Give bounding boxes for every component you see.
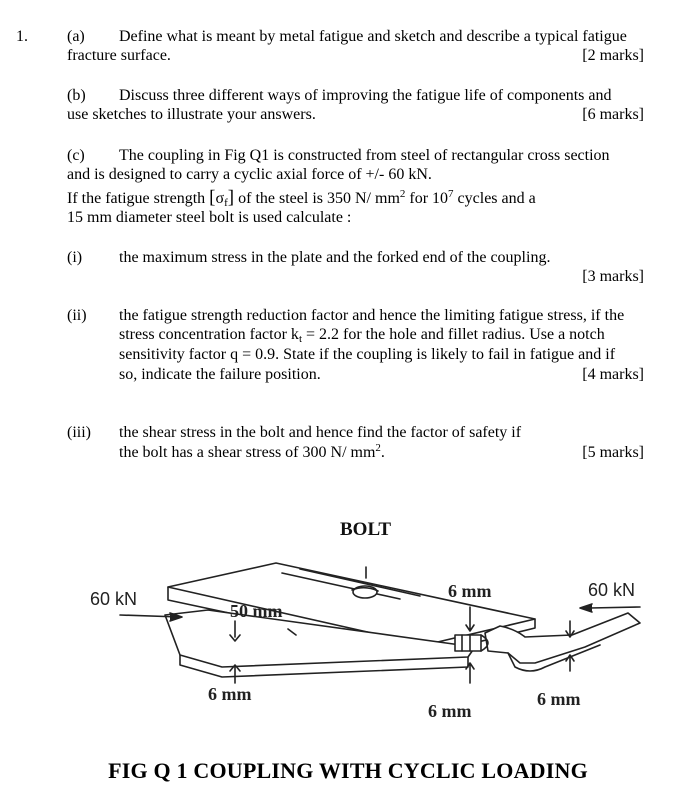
figure-caption: FIG Q 1 COUPLING WITH CYCLIC LOADING: [108, 758, 588, 783]
part-c-line3-sup2: 7: [448, 188, 454, 200]
part-ii-line2: [119, 325, 605, 346]
part-b-line1: Discuss three different ways of improving the fatigue life of components and: [119, 87, 612, 104]
bolt-label: BOLT: [340, 519, 392, 540]
bolt-end: [455, 635, 481, 651]
part-i-label: (i): [67, 249, 83, 266]
part-c-line3-mid: of the steel is 350 N/ mm: [238, 190, 400, 207]
part-iii-line2: [119, 443, 385, 464]
part-a-line1: Define what is meant by metal fatigue and sketch and describe a typical fatigue: [119, 28, 627, 45]
part-c-line2: and is designed to carry a cyclic axial force of +/- 60 kN.: [67, 166, 432, 183]
part-iii-marks: [5 marks]: [582, 444, 644, 461]
part-ii-line3: sensitivity factor q = 0.9. State if the coupling is likely to fail in fatigue and if: [119, 346, 616, 363]
part-iii-line1: the shear stress in the bolt and hence find the factor of safety if: [119, 424, 522, 441]
sigma-subscript: f: [224, 197, 228, 209]
part-c-line3-post2: cycles and a: [457, 190, 536, 207]
part-a-label: (a): [67, 28, 85, 45]
sigma-open-bracket: [: [209, 187, 216, 208]
part-c-line3: [67, 188, 536, 210]
part-c-line3-sup: 2: [399, 188, 406, 200]
part-a-line2: fracture surface.: [67, 47, 171, 64]
question-number: 1.: [16, 28, 28, 45]
part-c-label: (c): [67, 147, 85, 164]
part-ii-marks: [4 marks]: [582, 366, 644, 383]
part-b-marks: [6 marks]: [582, 106, 644, 123]
part-ii-label: (ii): [67, 307, 87, 324]
force-left-label: 60 kN: [90, 589, 138, 609]
force-right-label: 60 kN: [588, 580, 636, 600]
sigma-symbol: σ: [215, 190, 225, 207]
dim-6mm-right-label: 6 mm: [537, 689, 581, 709]
part-ii-line2-sub: t: [298, 333, 302, 345]
dim-6mm-center-label: 6 mm: [428, 701, 472, 721]
dim-6mm-left-label: 6 mm: [208, 684, 252, 704]
part-iii-line2-post: .: [380, 444, 385, 461]
sigma-close-bracket: ]: [227, 187, 235, 208]
part-i-line1: the maximum stress in the plate and the forked end of the coupling.: [119, 249, 551, 266]
part-ii-line4: so, indicate the failure position.: [119, 366, 321, 383]
part-i-marks: [3 marks]: [582, 268, 644, 285]
part-iii-line2-sup: 2: [375, 442, 381, 454]
part-ii-line2-post: = 2.2 for the hole and fillet radius. Use a notch: [306, 326, 605, 343]
coupling-figure: [0, 495, 696, 755]
part-a-marks: [2 marks]: [582, 47, 644, 64]
part-b-line2: use sketches to illustrate your answers.: [67, 106, 316, 123]
part-ii-line2-pre: stress concentration factor k: [119, 326, 299, 343]
part-c-line1: The coupling in Fig Q1 is constructed from steel of rectangular cross section: [119, 147, 610, 164]
dim-50mm-label: 50 mm: [230, 601, 283, 621]
part-iii-label: (iii): [67, 424, 91, 441]
part-c-line3-pre: If the fatigue strength: [67, 190, 206, 207]
part-iii-line2-pre: the bolt has a shear stress of 300 N/ mm: [119, 444, 376, 461]
part-ii-line1: the fatigue strength reduction factor and hence the limiting fatigue stress, if the: [119, 307, 625, 324]
dim-6mm-top-label: 6 mm: [448, 581, 492, 601]
part-b-label: (b): [67, 87, 86, 104]
part-c-line3-post1: for 10: [409, 190, 449, 207]
part-c-line4: 15 mm diameter steel bolt is used calculate :: [67, 209, 352, 226]
